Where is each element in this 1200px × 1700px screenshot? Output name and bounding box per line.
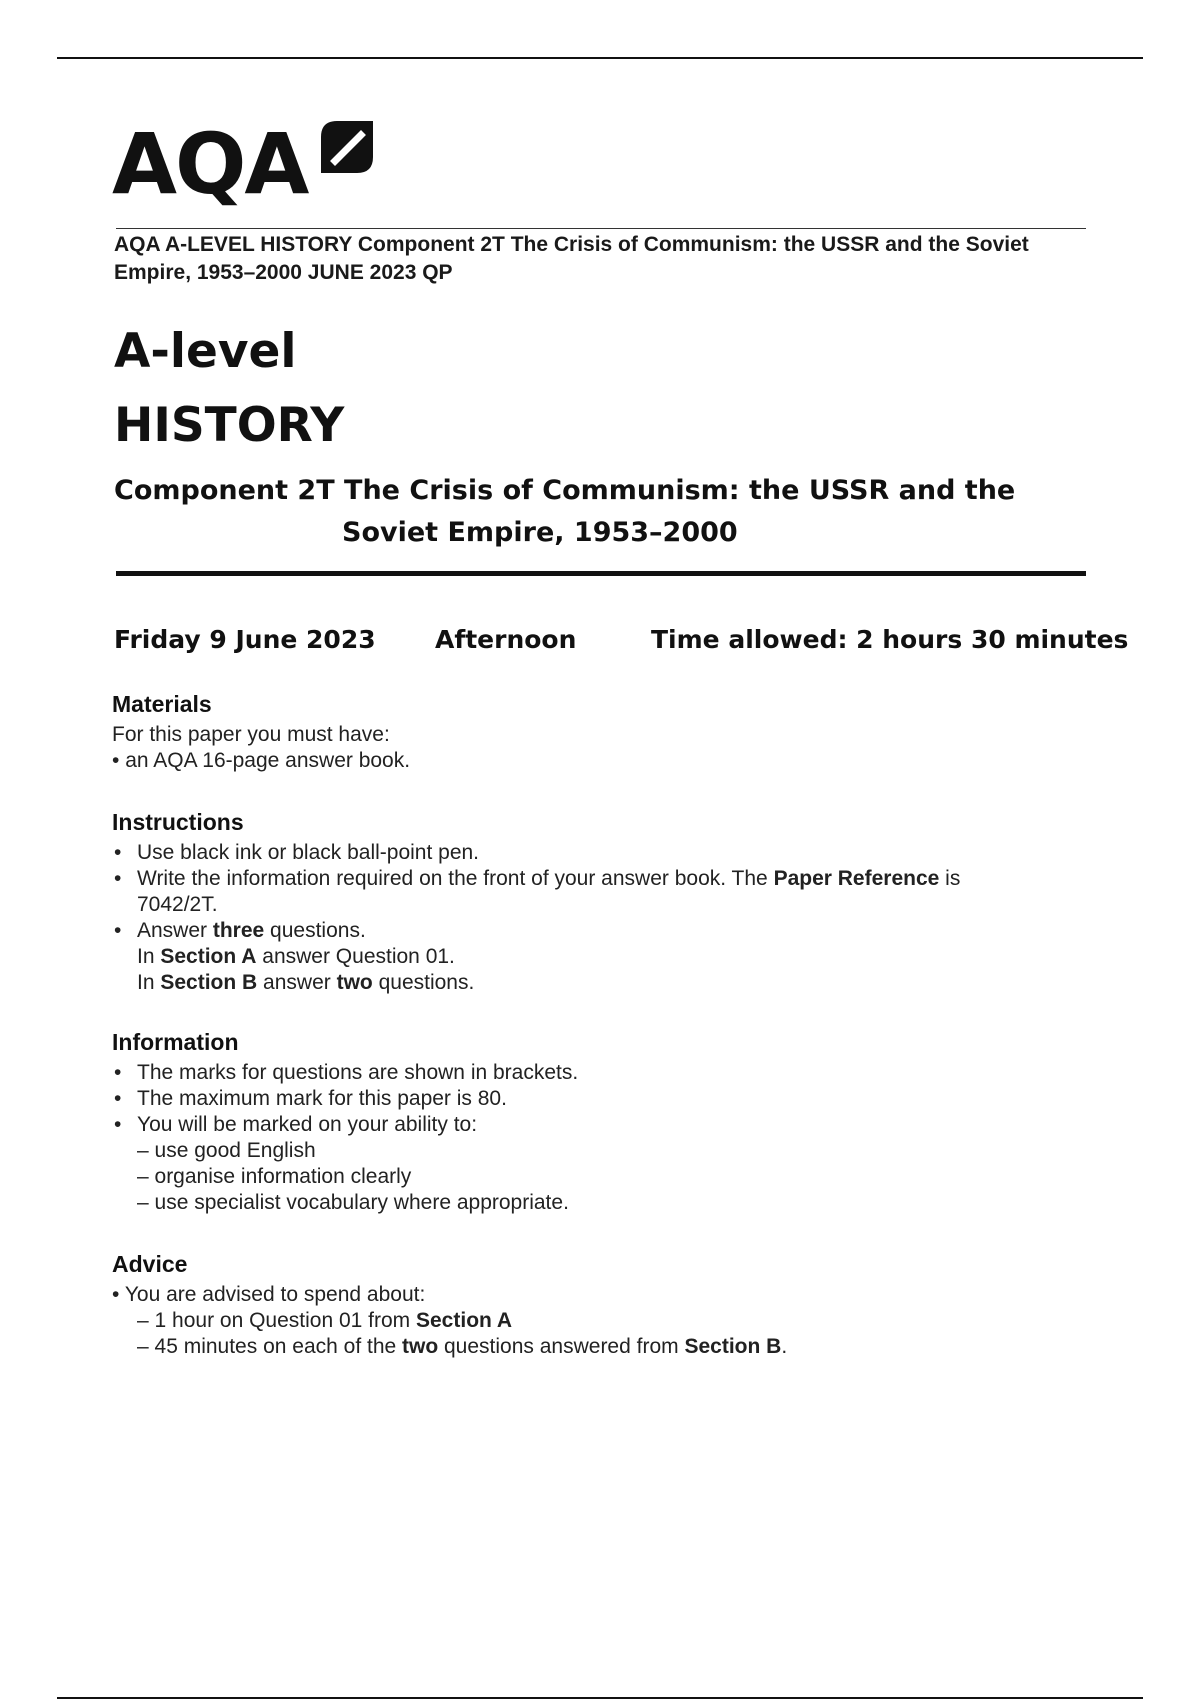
exam-date: Friday 9 June 2023 [114,625,376,654]
bottom-page-rule [57,1697,1143,1699]
information-list [112,1060,1112,1216]
time-allowed: Time allowed: 2 hours 30 minutes [651,625,1129,654]
top-page-rule [57,57,1143,59]
sub-item: – 45 minutes on each of the two questions answered from Section B. [137,1335,788,1358]
list-item: • Answer three questions. In Section A answer Question 01. In Section B answer two questions. [114,919,475,994]
sub-item: – organise information clearly [137,1165,412,1188]
advice-heading: Advice [112,1251,188,1277]
advice-item: • You are advised to spend about: [112,1283,426,1306]
bullet-icon: • [114,919,122,942]
list-item: • Use black ink or black ball-point pen. [114,841,480,864]
bullet-icon: • [112,749,120,772]
component-title [114,470,1114,554]
component-title-line2: Soviet Empire, 1953–2000 [342,517,738,548]
subject-title: HISTORY [114,398,345,453]
instructions-list [112,840,1112,996]
sub-item: – use good English [137,1139,316,1162]
bullet-icon: • [114,841,122,864]
bullet-icon: • [114,867,122,890]
materials-item: • an AQA 16-page answer book. [112,749,411,772]
materials-section [112,690,1112,774]
instructions-section [112,808,1112,996]
instructions-heading: Instructions [112,809,244,835]
paper-reference: 7042/2T. [137,893,218,916]
materials-heading: Materials [112,691,212,717]
list-item: • Write the information required on the front of your answer book. The Paper Reference is 7042/2T. [112,866,1112,918]
sub-item: – 1 hour on Question 01 from Section A [137,1309,513,1332]
list-item: • You will be marked on your ability to: – use good English – organise information clearly – use specialist vocabulary where appropriate. [112,1112,1112,1216]
header-rule [116,228,1086,229]
sub-item: – use specialist vocabulary where appropriate. [137,1191,569,1214]
exam-session: Afternoon [435,625,577,654]
information-heading: Information [112,1029,239,1055]
aqa-logo-wordmark: AQA [112,115,308,213]
aqa-logo-mark-icon [317,117,377,177]
title-divider [116,571,1086,576]
bullet-icon: • [114,1087,122,1110]
bullet-icon: • [114,1061,122,1084]
list-item: • The maximum mark for this paper is 80. [114,1087,507,1110]
component-title-line1: Component 2T The Crisis of Communism: the USSR and the [114,475,1016,506]
document-header: AQA A-LEVEL HISTORY Component 2T The Crisis of Communism: the USSR and the Soviet Empire, 1953–2000 JUNE 2023 QP [114,233,1029,284]
qualification-level: A-level [114,324,297,379]
list-item: • The marks for questions are shown in brackets. [114,1061,579,1084]
advice-section [112,1250,1112,1360]
materials-intro: For this paper you must have: [112,723,390,746]
bullet-icon: • [114,1113,122,1136]
information-section [112,1028,1112,1216]
aqa-logo [112,112,382,212]
bullet-icon: • [112,1283,120,1306]
